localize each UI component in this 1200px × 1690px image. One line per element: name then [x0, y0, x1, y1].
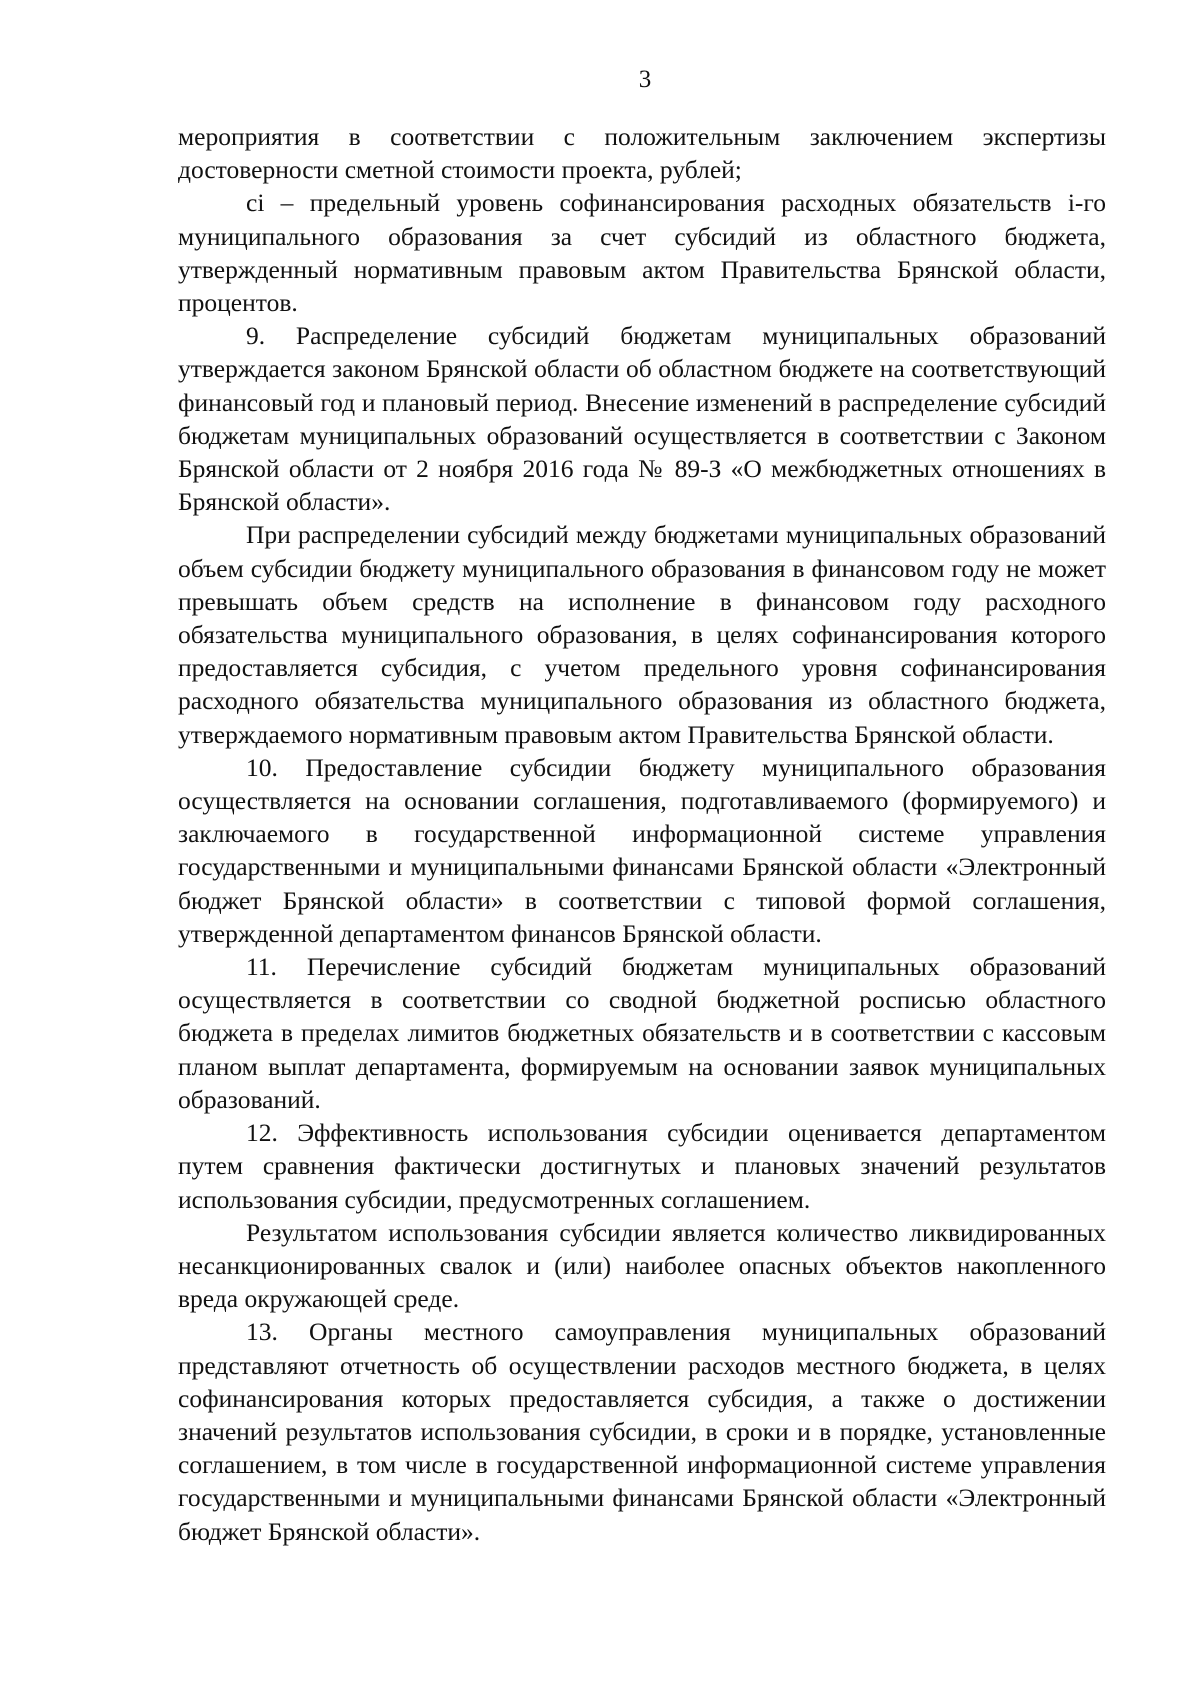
page-number: 3 [638, 66, 652, 93]
paragraph-item-11: 11. Перечисление субсидий бюджетам муниципальных образований осуществляется в соответствии со сводной бюджетной росписью областного бюджета в пределах лимитов бюджетных обязательств и в соответствии с кассовым планом выплат департамента, формируемым на основании заявок муниципальных образований. [178, 952, 1106, 1114]
paragraph-result-indicator: Результатом использования субсидии является количество ликвидированных несанкционированных свалок и (или) наиболее опасных объектов накопленного вреда окружающей среде. [178, 1217, 1106, 1314]
paragraph-distribution-limits: При распределении субсидий между бюджетами муниципальных образований объем субсидии бюджету муниципального образования в финансовом году не может превышать объем средств на исполнение в финансовом году расходного обязательства муниципального образования, в целях софинансирования которого предоставляется субсидия, с учетом предельного уровня софинансирования расходного обязательства муниципального образования из областного бюджета, утверждаемого нормативным правовым актом Правительства Брянской области. [178, 520, 1106, 749]
paragraph-item-10: 10. Предоставление субсидии бюджету муниципального образования осуществляется на основании соглашения, подготавливаемого (формируемого) и заключаемого в государственной информационной системе управления государственными и муниципальными финансами Брянской области «Электронный бюджет Брянской области» в соответствии с типовой формой соглашения, утвержденной департаментом финансов Брянской области. [178, 752, 1106, 948]
paragraph-ci-definition: ci – предельный уровень софинансирования расходных обязательств i-го муниципального образования за счет субсидий из областного бюджета, утвержденный нормативным правовым актом Правительства Брянской области, процентов. [178, 188, 1106, 318]
paragraph-continuation: мероприятия в соответствии с положительным заключением экспертизы достоверности сметной стоимости проекта, рублей; [178, 122, 1106, 185]
paragraph-item-12: 12. Эффективность использования субсидии оценивается департаментом путем сравнения фактически достигнутых и плановых значений результатов использования субсидии, предусмотренных соглашением. [178, 1118, 1106, 1214]
paragraph-item-9: 9. Распределение субсидий бюджетам муниципальных образований утверждается законом Брянской области об областном бюджете на соответствующий финансовый год и плановый период. Внесение изменений в распределение субсидий бюджетам муниципальных образований осуществляется в соответствии с Законом Брянской области от 2 ноября 2016 года № 89-З «О межбюджетных отношениях в Брянской области». [178, 321, 1106, 517]
paragraph-item-13: 13. Органы местного самоуправления муниципальных образований представляют отчетность об осуществлении расходов местного бюджета, в целях софинансирования которых предоставляется субсидия, а также о достижении значений результатов использования субсидии, в сроки и в порядке, установленные соглашением, в том числе в государственной информационной системе управления государственными и муниципальными финансами Брянской области «Электронный бюджет Брянской области». [178, 1317, 1106, 1546]
document-body [178, 120, 1106, 1548]
